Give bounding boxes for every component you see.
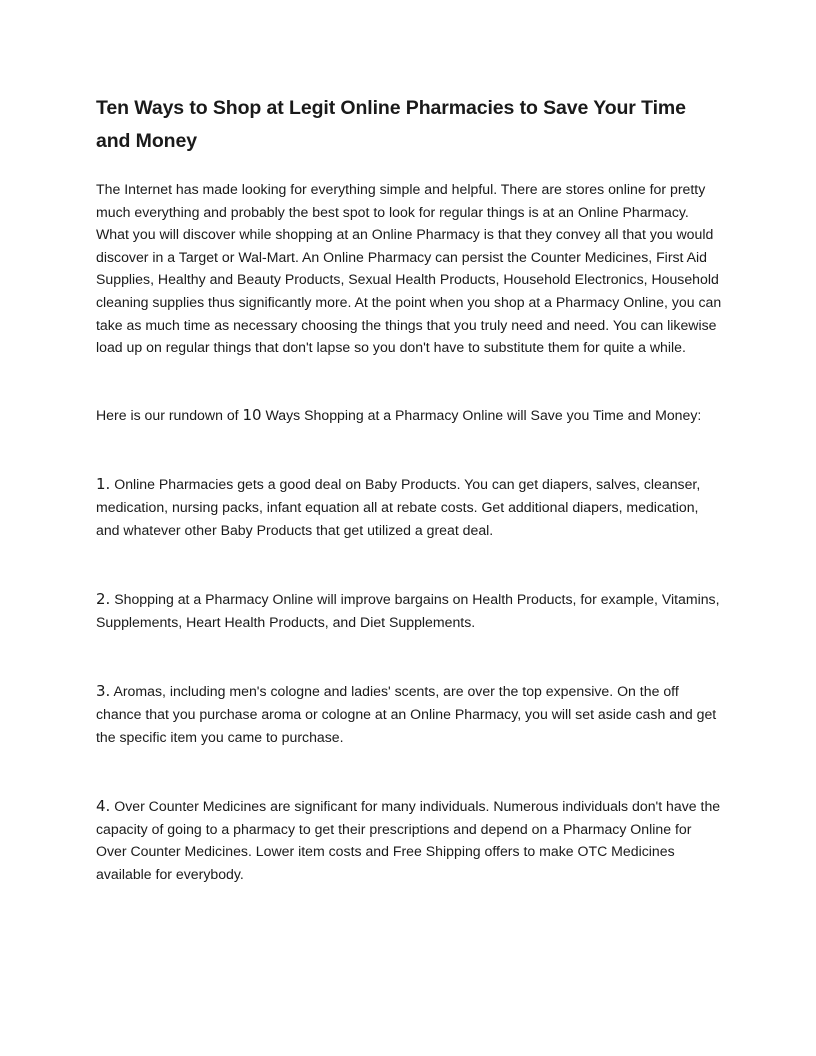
document-page <box>96 92 722 885</box>
rundown-paragraph <box>96 404 722 427</box>
rundown-text-after: Ways Shopping at a Pharmacy Online will Save you Time and Money: <box>261 406 702 423</box>
rundown-number: 10 <box>242 405 262 424</box>
list-item <box>96 795 722 885</box>
intro-paragraph: The Internet has made looking for everything simple and helpful. There are stores online for pretty much everything and probably the best spot to look for regular things is at an Online Pharmacy. What you will discover while shopping at an Online Pharmacy is that they convey all that you would discover in a Target or Wal-Mart. An Online Pharmacy can persist the Counter Medicines, First Aid Supplies, Healthy and Beauty Products, Sexual Health Products, Household Electronics, Household cleaning supplies thus significantly more. At the point when you shop at a Pharmacy Online, you can take as much time as necessary choosing the things that you truly need and need. You can likewise load up on regular things that don't lapse so you don't have to substitute them for quite a while. <box>96 181 722 356</box>
list-item-number: 1. <box>96 475 111 494</box>
list-item-number: 4. <box>96 797 111 816</box>
list-item <box>96 588 722 633</box>
list-item-text: Over Counter Medicines are significant for many individuals. Numerous individuals don't have the capacity of going to a pharmacy to get their prescriptions and depend on a Pharmacy Online for Over Counter Medicines. Lower item costs and Free Shipping offers to make OTC Medicines available for everybody. <box>96 798 721 882</box>
page-title: Ten Ways to Shop at Legit Online Pharmacies to Save Your Time and Money <box>96 97 686 152</box>
list-item-text: Aromas, including men's cologne and ladies' scents, are over the top expensive. On the off chance that you purchase aroma or cologne at an Online Pharmacy, you will set aside cash and get the specific item you came to purchase. <box>96 683 717 745</box>
list-item-number: 3. <box>96 682 111 701</box>
list-item <box>96 473 722 541</box>
list-item-text: Shopping at a Pharmacy Online will improve bargains on Health Products, for example, Vitamins, Supplements, Heart Health Products, and Diet Supplements. <box>96 591 720 630</box>
list-item-number: 2. <box>96 590 111 609</box>
rundown-text-before: Here is our rundown of <box>96 406 243 423</box>
list-item <box>96 680 722 748</box>
list-item-text: Online Pharmacies gets a good deal on Baby Products. You can get diapers, salves, cleanser, medication, nursing packs, infant equation all at rebate costs. Get additional diapers, medication, and whatever other Baby Products that get utilized a great deal. <box>96 476 701 538</box>
